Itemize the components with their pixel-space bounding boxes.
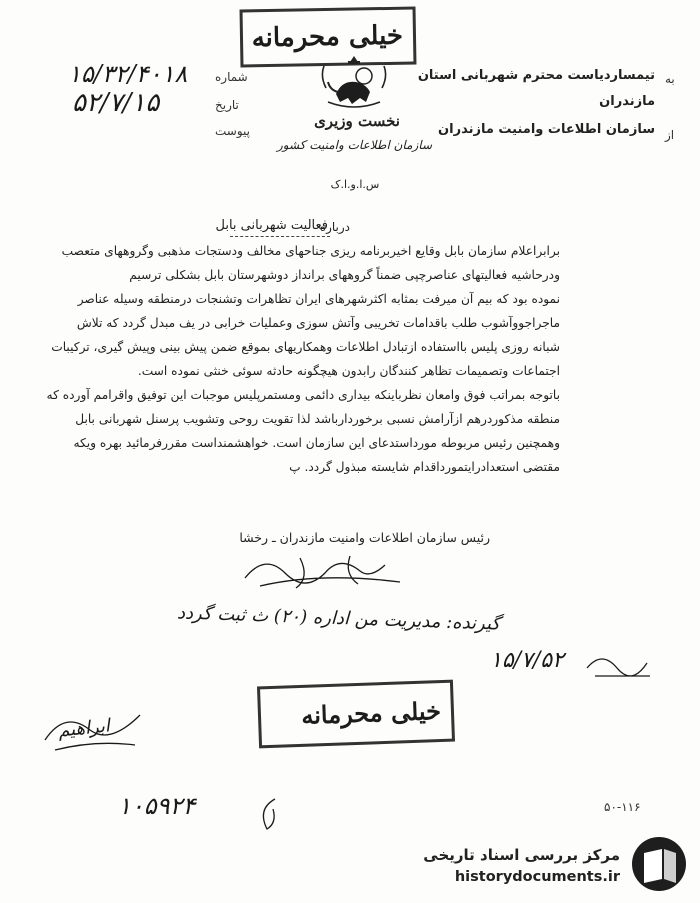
body-line: مقتضی استعدادرایتمورداقدام شایسته مبذول گردد. پ [289,460,560,474]
confidential-stamp-top: خیلی محرمانه [240,6,417,67]
organization-name: سازمان اطلاعات وامنیت کشور [277,138,432,152]
handwritten-note: گیرنده: مدیریت من اداره (۲۰) ث ثبت گردد [176,602,501,635]
letter-number: ۱۵/۳۲/۴۰۱۸ [68,60,188,88]
addressee-line2: مازندران [599,94,655,109]
addressee-line1: تیمساردیاست محترم شهربانی استان [417,68,655,83]
number-label: شماره [215,70,248,84]
handwritten-scribble-icon [585,648,660,683]
body-line: نموده بود که بیم آن میرفت بمثابه اکثرشهرهای ایران تظاهرات وتشنجات درمنطقه وسیله عناصر [77,292,560,306]
subject-text: فعالیت شهربانی بابل [215,218,328,233]
letter-date: ۵۲/۷/۱۵ [72,88,160,118]
signatory-title: رئیس سازمان اطلاعات وامنیت مازندران ـ رخشا [239,530,490,545]
subject-prefix: درباره [319,220,350,234]
to-prefix: به [665,72,675,86]
body-line: ماجراجووآشوب طلب باقدامات تخریبی وآتش سوزی وعملیات خرابی در یف مبدل گردد که تلاش [76,316,560,330]
confidential-stamp-bottom: خیلی محرمانه [257,680,455,749]
body-line: باتوجه بمراتب فوق وامعان نظرباینکه بیداری دائمی ومستمرپلیس موجبات این توفیق واقرامم آورده که [46,388,560,402]
organization-code: س.ا.و.ا.ک [330,178,380,191]
document-number: ۱۰۵۹۲۴ [118,792,196,820]
body-line: اجتماعات وتصمیمات تظاهر کنندگان رابدون هیچگونه حادثه سوئی خنثی نموده است. [137,364,560,378]
body-line: شبانه روزی پلیس بااستفاده ازتبادل اطلاعات وهمکاریهای بموقع ضمن پیش بینی وپیش گیری، ترکیبات [51,340,560,354]
body-line: وهمچنین رئیس مربوطه مورداستدعای این سازمان است. خواهشمنداست مقررفرمائید بهره ویکه [73,436,560,450]
addressee-line3: سازمان اطلاعات وامنیت مازندران [438,122,655,137]
body-line: ودرحاشیه فعالیتهای عناصرچپی ضمناً گروههای برانداز دوشهرستان بابل بشکلی ترسیم [129,268,560,282]
handwritten-number: ۱۵/۷/۵۲ [490,648,564,673]
ministry-name: نخست وزیری [314,112,400,130]
archive-code: ۵۰-۱۱۶ [604,800,641,814]
footer-title: مرکز بررسی اسناد تاریخی [423,846,620,864]
lion-and-sun-emblem-icon [318,52,390,112]
bottom-left-signature: ابراهیم [57,715,111,742]
handwritten-mark-icon [255,795,285,835]
history-documents-logo-icon [630,835,688,893]
attachment-label: پیوست [215,124,250,138]
date-label: تاریخ [215,98,239,112]
from-prefix: از [665,128,675,142]
signature-scribble-icon [240,548,410,593]
subject-underline [230,236,330,237]
body-line: منطقه مذکوردرهم ازآرامش نسبی برخوردارباشد لذا تقویت روحی وتشویب پرسنل شهربانی بابل [75,412,560,426]
footer-url: historydocuments.ir [454,869,620,885]
bottom-signature-scribble-icon [40,705,150,755]
body-line: برابراعلام سازمان بابل وقایع اخیربرنامه ریزی جناحهای مخالف ودستجات مذهبی وگروههای متعصب [61,244,560,258]
